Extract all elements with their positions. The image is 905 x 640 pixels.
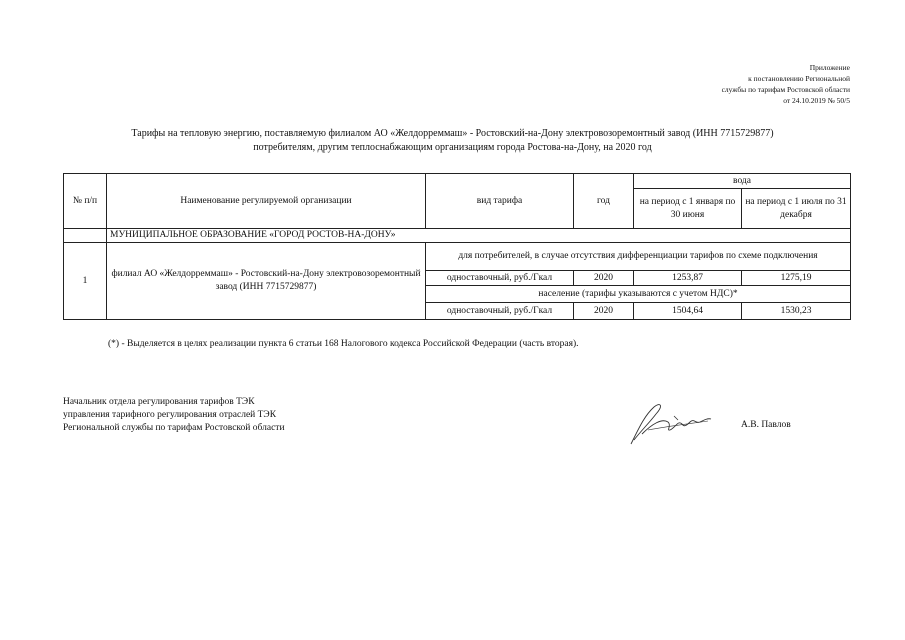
organization-name: филиал АО «Желдорреммаш» - Ростовский-на-Дону электровозоремонтный завод (ИНН 7715729877) (107, 243, 426, 320)
official-line-2: управления тарифного регулирования отраслей ТЭК (63, 410, 277, 420)
handwritten-signature (628, 400, 713, 448)
header-num: № п/п (64, 174, 107, 229)
appendix-line-4: от 24.10.2019 № 50/5 (783, 96, 850, 105)
municipality-row: МУНИЦИПАЛЬНОЕ ОБРАЗОВАНИЕ «ГОРОД РОСТОВ-НА-ДОНУ» (107, 229, 851, 243)
row-number: 1 (64, 243, 107, 320)
footnote: (*) - Выделяется в целях реализации пункта 6 статьи 168 Налогового кодекса Российской Федерации (часть вторая). (108, 339, 579, 349)
group-2-period-2: 1530,23 (742, 303, 851, 320)
header-period-2: на период с 1 июля по 31 декабря (742, 189, 851, 229)
group-2-year: 2020 (574, 303, 634, 320)
appendix-line-3: службы по тарифам Ростовской области (721, 85, 850, 94)
group-2-period-1: 1504,64 (634, 303, 742, 320)
group-1-period-1: 1253,87 (634, 271, 742, 286)
official-title (63, 396, 285, 435)
appendix-line-2: к постановлению Региональной (748, 74, 850, 83)
header-water: вода (634, 174, 851, 189)
group-1-period-2: 1275,19 (742, 271, 851, 286)
group-1-label: для потребителей, в случае отсутствия дифференциации тарифов по схеме подключения (426, 243, 851, 271)
document-title (60, 127, 845, 155)
group-1-tariff: одноставочный, руб./Гкал (426, 271, 574, 286)
header-org: Наименование регулируемой организации (107, 174, 426, 229)
tariff-table (63, 173, 851, 320)
group-1-year: 2020 (574, 271, 634, 286)
title-line-1: Тарифы на тепловую энергию, поставляемую филиалом АО «Желдорреммаш» - Ростовский-на-Дону электровозоремонтный завод (ИНН 7715729877) (131, 128, 774, 139)
official-line-1: Начальник отдела регулирования тарифов ТЭК (63, 397, 255, 407)
signer-name: А.В. Павлов (741, 420, 791, 430)
official-line-3: Региональной службы по тарифам Ростовской области (63, 423, 285, 433)
appendix-line-1: Приложение (809, 63, 850, 72)
appendix-header (590, 62, 850, 106)
group-2-tariff: одноставочный, руб./Гкал (426, 303, 574, 320)
group-2-label: население (тарифы указываются с учетом НДС)* (426, 286, 851, 303)
title-line-2: потребителям, другим теплоснабжающим организациям города Ростова-на-Дону, на 2020 год (253, 142, 652, 153)
header-tariff-type: вид тарифа (426, 174, 574, 229)
header-period-1: на период с 1 января по 30 июня (634, 189, 742, 229)
municipality-empty-cell (64, 229, 107, 243)
header-year: год (574, 174, 634, 229)
